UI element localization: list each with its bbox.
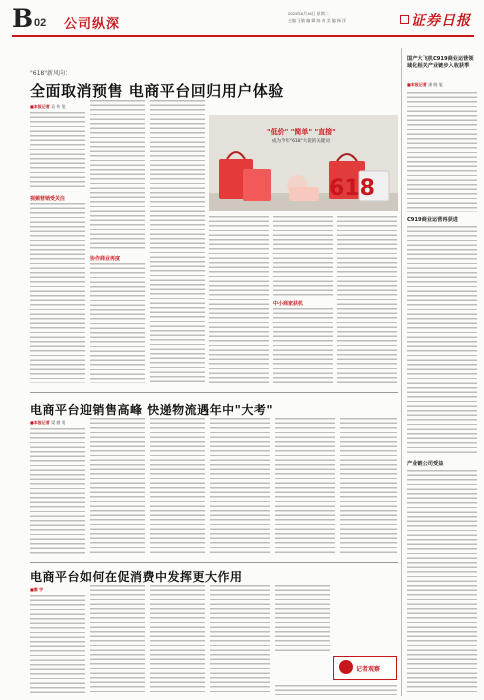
article-body-col1 (30, 112, 85, 188)
sidebar-headline: 国产大飞机C919商业运营领域化相关产业链步入收获季 (407, 56, 474, 69)
article3-col3 (150, 585, 205, 693)
issue-date: 2024年6月18日 星期二 (288, 11, 329, 16)
sidebar-subhead-1: C919商业运营再获进 (407, 217, 458, 223)
masthead-rule (12, 35, 474, 37)
article2-col1 (30, 428, 85, 556)
article2-col2 (90, 418, 145, 556)
badge-icon (339, 660, 353, 674)
article-body-col2 (90, 100, 145, 250)
article3-col5b (275, 685, 397, 695)
article3-col4 (210, 585, 270, 693)
article-body-col1b (30, 203, 85, 383)
article-body-col5 (273, 216, 333, 296)
article2-col5 (275, 418, 335, 556)
section-number: 02 (34, 17, 47, 29)
subhead-3: 中小商家获机 (273, 301, 304, 307)
section-divider-2 (30, 562, 398, 563)
photo-caption-main: "低价" "简单" "直接" (267, 128, 336, 136)
article-body-col2b (90, 263, 145, 383)
section-letter: B (12, 4, 34, 33)
seal-icon (400, 15, 409, 24)
subhead-1: 视频营销受关注 (30, 196, 66, 202)
section-title: 公司纵深 (64, 17, 121, 32)
article-body-col5b (273, 308, 333, 386)
sidebar-rule (401, 48, 402, 696)
article-photo (209, 115, 398, 211)
article3-byline: ■秦 宇 (30, 587, 44, 592)
article2-col4 (210, 418, 270, 556)
sidebar-subhead-2: 产业链公司受益 (407, 461, 444, 467)
editors-line: 主编 王敏 编 辑 陈 奇 美 编 杨 洋 (288, 18, 347, 23)
article-body-col4 (209, 216, 269, 386)
article3-col1 (30, 595, 85, 693)
photo-caption-sub: 成为今年"618"大促的关键词 (272, 139, 330, 144)
article2-col6 (340, 418, 397, 556)
svg-text:618: 618 (329, 176, 375, 201)
article-body-col3 (150, 100, 205, 383)
newspaper-logo: 证券日报 (400, 10, 471, 30)
subhead-2: 协作商业再度 (90, 256, 121, 262)
column-badge-label: 记者观察 (356, 666, 381, 673)
article2-byline: ■本报记者 梁 傲 男 (30, 420, 66, 425)
article3-col5 (275, 585, 330, 653)
article-kicker: "618"新风向： (30, 70, 71, 77)
article3-col2 (90, 585, 145, 693)
article3-headline: 电商平台如何在促消费中发挥更大作用 (30, 570, 243, 584)
article-body-col6 (337, 216, 397, 386)
masthead (0, 0, 484, 44)
article2-headline: 电商平台迎销售高峰 快递物流遇年中"大考" (30, 403, 274, 417)
article2-col3 (150, 418, 205, 556)
section-divider-1 (30, 392, 398, 393)
main-headline: 全面取消预售 电商平台回归用户体验 (30, 82, 284, 100)
sidebar-body-1 (407, 92, 477, 212)
sidebar-byline: ■本报记者 潘 晓 旭 (407, 82, 443, 87)
sidebar-body-3 (407, 470, 477, 694)
main-byline: ■本报记者 袁 传 玺 (30, 104, 66, 109)
sidebar-body-2 (407, 226, 477, 456)
